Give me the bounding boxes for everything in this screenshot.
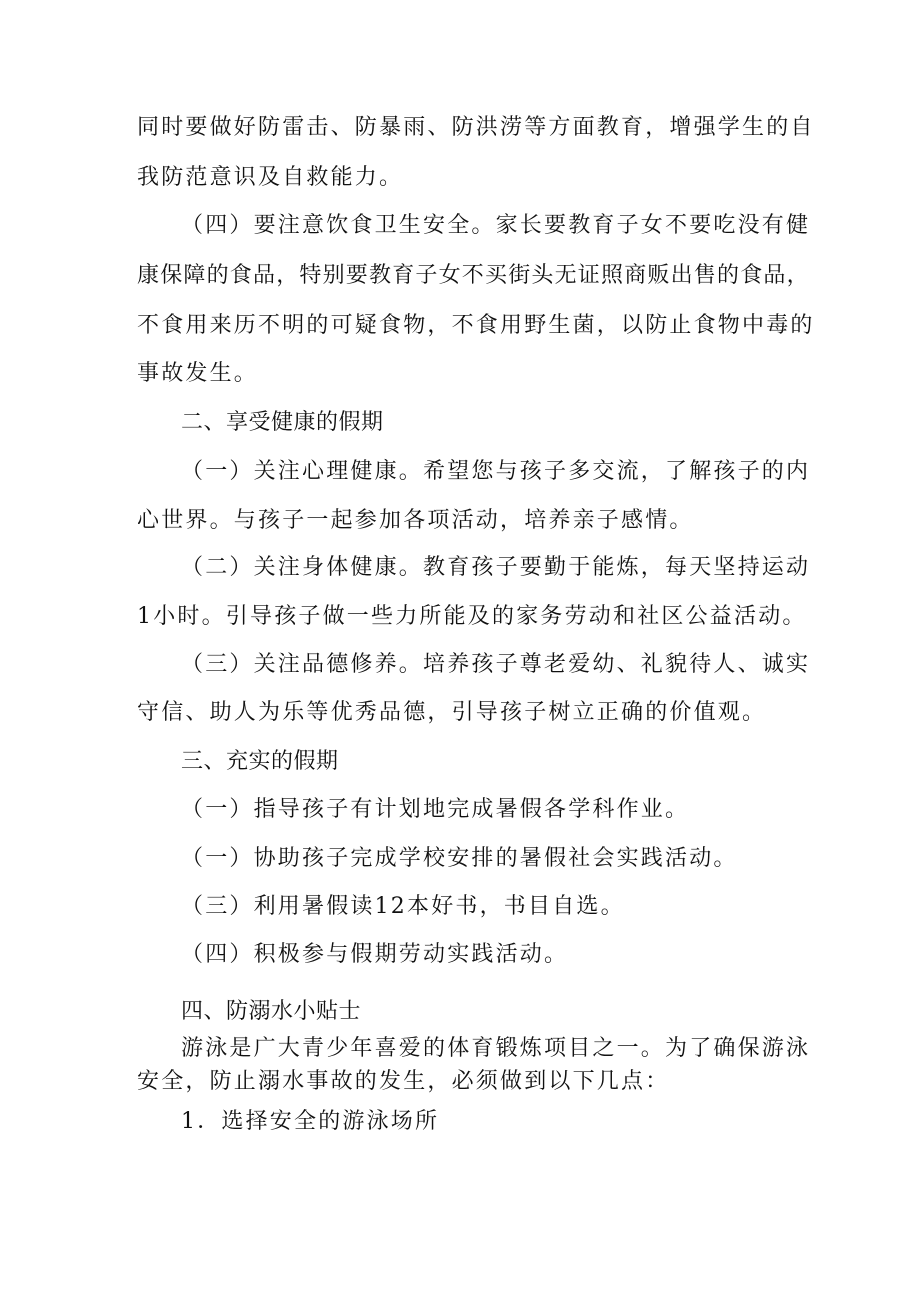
- body-line: （四）要注意饮食卫生安全。家长要教育子女不要吃没有健: [181, 213, 811, 238]
- body-line: 康保障的食品，特别要教育子女不买街头无证照商贩出售的食品，: [137, 263, 810, 288]
- body-line: （一）关注心理健康。希望您与孩子多交流，了解孩子的内: [181, 459, 811, 484]
- body-line: 安全，防止溺水事故的发生，必须做到以下几点：: [137, 1069, 670, 1094]
- body-line: （二）关注身体健康。教育孩子要勤于能炼，每天坚持运动: [181, 555, 811, 580]
- list-item: （四）积极参与假期劳动实践活动。: [181, 942, 569, 967]
- section-heading: 四、防溺水小贴士: [181, 999, 362, 1024]
- section-heading: 三、充实的假期: [181, 749, 339, 774]
- list-item: （三）利用暑假读12本好书，书目自选。: [181, 894, 625, 919]
- list-item: 1．选择安全的游泳场所: [181, 1109, 440, 1134]
- body-line: 事故发生。: [137, 361, 259, 386]
- list-item: （一）协助孩子完成学校安排的暑假社会实践活动。: [181, 846, 738, 871]
- list-item: （一）指导孩子有计划地完成暑假各学科作业。: [181, 797, 690, 822]
- body-line: 1小时。引导孩子做一些力所能及的家务劳动和社区公益活动。: [137, 604, 807, 629]
- body-line: 游泳是广大青少年喜爱的体育锻炼项目之一。为了确保游泳: [181, 1036, 811, 1061]
- body-line: （三）关注品德修养。培养孩子尊老爱幼、礼貌待人、诚实: [181, 652, 811, 677]
- body-line: 不食用来历不明的可疑食物，不食用野生菌，以防止食物中毒的: [137, 313, 815, 338]
- body-line: 心世界。与孩子一起参加各项活动，培养亲子感情。: [137, 508, 694, 533]
- body-line: 守信、助人为乐等优秀品德，引导孩子树立正确的价值观。: [137, 700, 767, 725]
- body-line: 我防范意识及自救能力。: [137, 165, 404, 190]
- section-heading: 二、享受健康的假期: [181, 410, 384, 435]
- body-line: 同时要做好防雷击、防暴雨、防洪涝等方面教育，增强学生的自: [137, 115, 815, 140]
